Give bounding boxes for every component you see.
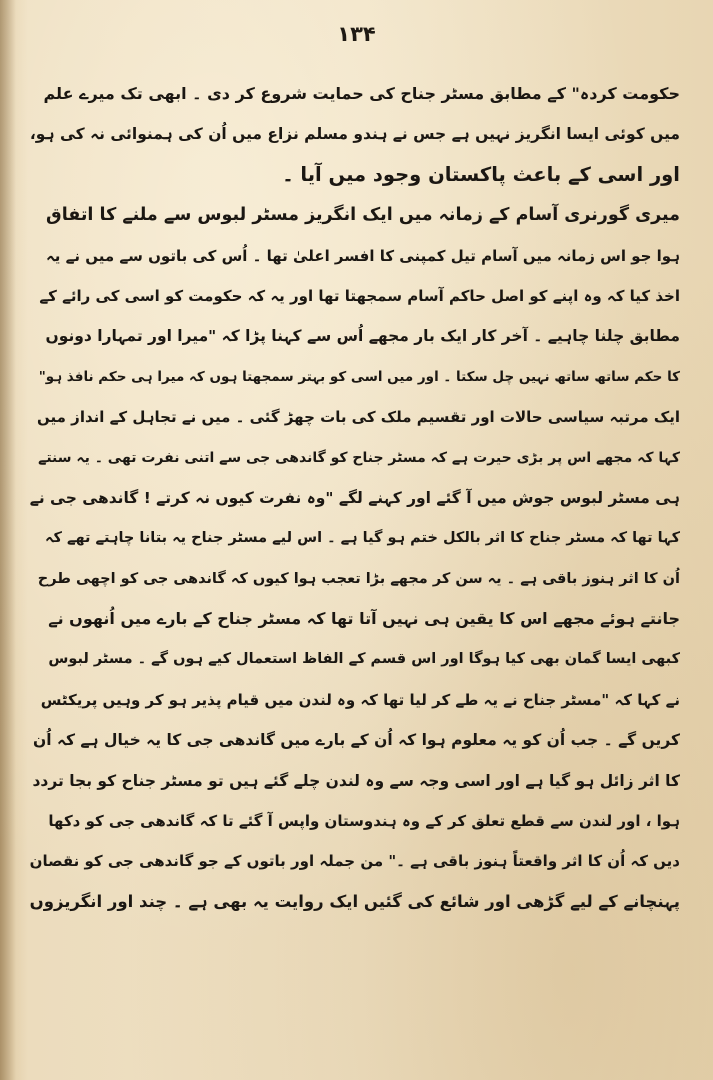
text-line: ہوا جو اس زمانہ میں آسام تیل کمپنی کا افسر اعلیٰ تھا ۔ اُس کی باتوں سے میں نے یہ	[45, 246, 680, 265]
text-line: میری گورنری آسام کے زمانہ میں ایک انگریز مسٹر لبوس سے ملنے کا اتفاق	[46, 205, 680, 226]
text-line: جانتے ہوئے مجھے اس کا یقین ہی نہیں آتا تھا کہ مسٹر جناح کے بارے میں اُنھوں نے	[48, 609, 680, 629]
binding-shadow	[0, 0, 16, 1080]
text-line: ایک مرتبہ سیاسی حالات اور تقسیم ملک کی بات چھڑ گئی ۔ میں نے تجاہل کے انداز میں	[37, 408, 680, 427]
text-line: نے کہا کہ "مسٹر جناح نے یہ طے کر لیا تھا کہ وہ لندن میں قیام پذیر ہو کر وہیں پریکٹس	[40, 690, 680, 709]
text-line: کا حکم ساتھ ساتھ نہیں چل سکتا ۔ اور میں اسی کو بہتر سمجھتا ہوں کہ میرا ہی حکم نافذ ہو"	[38, 368, 680, 385]
text-line: اور اسی کے باعث پاکستان وجود میں آیا ۔	[282, 162, 680, 186]
text-line: کہا تھا کہ مسٹر جناح کا اثر بالکل ختم ہو گیا ہے ۔ اس لیے مسٹر جناح یہ بتانا چاہتے تھے کہ	[45, 530, 680, 547]
text-line: مطابق چلنا چاہیے ۔ آخر کار ایک بار مجھے اُس سے کہنا پڑا کہ "میرا اور تمہارا دونوں	[45, 327, 680, 346]
text-line: ہی مسٹر لبوس جوش میں آ گئے اور کہنے لگے "وہ نفرت کیوں نہ کرتے ! گاندھی جی نے	[30, 488, 680, 507]
text-line: دیں کہ اُن کا اثر واقعتاً ہنوز باقی ہے ۔" من جملہ اور باتوں کے جو گاندھی جی کو نقصان	[30, 852, 680, 871]
text-line: کا اثر زائل ہو گیا ہے اور اسی وجہ سے وہ لندن چلے گئے ہیں تو مسٹر جناح کو بجا تردد	[32, 771, 680, 790]
text-line: اخذ کیا کہ وہ اپنے کو اصل حاکم آسام سمجھتا تھا اور یہ کہ حکومت کو اسی کی رائے کے	[39, 286, 680, 305]
text-line: ہوا ، اور لندن سے قطع تعلق کر کے وہ ہندوستان واپس آ گئے تا کہ گاندھی جی کو دکھا	[48, 812, 680, 831]
text-line: کہا کہ مجھے اس پر بڑی حیرت ہے کہ مسٹر جناح کو گاندھی جی سے اتنی نفرت تھی ۔ یہ سنتے	[38, 449, 680, 466]
text-line: پہنچانے کے لیے گڑھی اور شائع کی گئیں ایک روایت یہ بھی ہے ۔ چند اور انگریزوں	[30, 891, 680, 911]
text-line: کریں گے ۔ جب اُن کو یہ معلوم ہوا کہ اُن کے بارے میں گاندھی جی کا یہ خیال ہے کہ اُن	[33, 731, 680, 750]
text-line: میں کوئی ایسا انگریز نہیں ہے جس نے ہندو مسلم نزاع میں اُن کی ہمنوائی نہ کی ہو،	[30, 125, 680, 144]
text-line: کبھی ایسا گمان بھی کیا ہوگا اور اس قسم کے الفاظ استعمال کیے ہوں گے ۔ مسٹر لبوس	[48, 651, 680, 668]
page-number: ۱۳۴	[337, 22, 376, 46]
body-text	[30, 74, 680, 922]
text-line: اُن کا اثر ہنوز باقی ہے ۔ یہ سن کر مجھے بڑا تعجب ہوا کیوں کہ گاندھی جی کو اچھی طرح	[37, 570, 680, 587]
text-line: حکومت کردہ" کے مطابق مسٹر جناح کی حمایت شروع کر دی ۔ ابھی تک میرے علم	[43, 84, 680, 103]
